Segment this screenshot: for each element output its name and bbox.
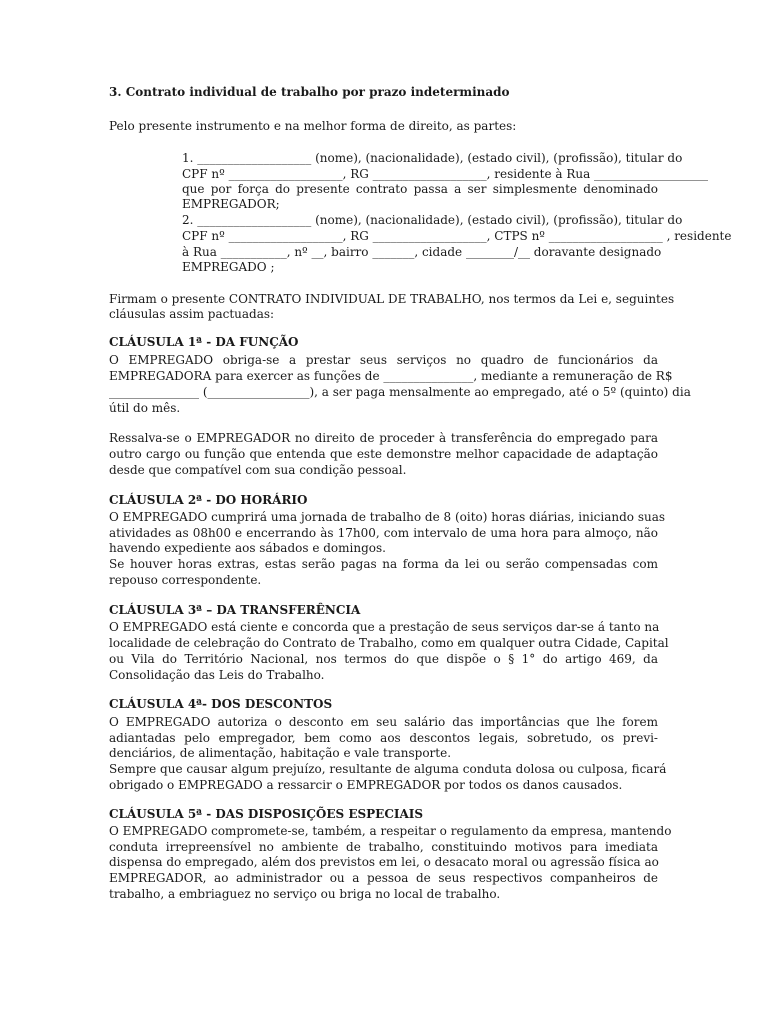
party-2-line: EMPREGADO ; (182, 260, 275, 274)
clause-2-line: O EMPREGADO cumprirá uma jornada de trabalho de 8 (oito) horas diárias, iniciando suas (109, 510, 666, 524)
clause-2-line: repouso correspondente. (109, 573, 262, 587)
clause-1-reservation-line: desde que compatível com sua condição pessoal. (109, 463, 407, 477)
clause-2-heading: CLÁUSULA 2ª - DO HORÁRIO (109, 493, 308, 507)
party-1-line: EMPREGADOR; (182, 197, 280, 211)
clause-2-line: atividades as 08h00 e encerrando às 17h00, com intervalo de uma hora para almoço, não (109, 526, 658, 540)
clause-5-line: trabalho, a embriaguez no serviço ou briga no local de trabalho. (109, 887, 501, 901)
clause-4-heading: CLÁUSULA 4ª- DOS DESCONTOS (109, 697, 333, 711)
clause-1-heading: CLÁUSULA 1ª - DA FUNÇÃO (109, 335, 299, 349)
clause-3-heading: CLÁUSULA 3ª – DA TRANSFERÊNCIA (109, 603, 361, 617)
clause-1-reservation-line: outro cargo ou função que entenda que este demonstre melhor capacidade de adaptação (109, 447, 658, 461)
clause-4-line: denciários, de alimentação, habitação e vale transporte. (109, 746, 452, 760)
clause-1-reservation-line: Ressalva-se o EMPREGADOR no direito de proceder à transferência do empregado para (109, 431, 658, 445)
party-1-line: 1. ___________________ (nome), (nacionalidade), (estado civil), (profissão), titular do (182, 151, 683, 165)
party-2-line: 2. ___________________ (nome), (nacionalidade), (estado civil), (profissão), titular do (182, 213, 683, 227)
clause-5-line: EMPREGADOR, ao administrador ou a pessoa de seus respectivos companheiros de (109, 871, 658, 885)
clause-2-line: havendo expediente aos sábados e domingos. (109, 541, 386, 555)
clause-3-line: O EMPREGADO está ciente e concorda que a prestação de seus serviços dar-se á tanto na (109, 620, 660, 634)
clause-2-line: Se houver horas extras, estas serão pagas na forma da lei ou serão compensadas com (109, 557, 658, 571)
clause-5-heading: CLÁUSULA 5ª - DAS DISPOSIÇÕES ESPECIAIS (109, 807, 424, 821)
clause-5-line: dispensa do empregado, além dos previstos em lei, o desacato moral ou agressão física ao (109, 855, 659, 869)
clause-3-line: ou Vila do Território Nacional, nos termos do que dispõe o § 1° do artigo 469, da (109, 652, 658, 666)
clause-3-line: Consolidação das Leis do Trabalho. (109, 668, 325, 682)
intro-paragraph: Pelo presente instrumento e na melhor forma de direito, as partes: (109, 119, 517, 133)
firmam-paragraph-line: cláusulas assim pactuadas: (109, 307, 275, 321)
clause-4-line: Sempre que causar algum prejuízo, resultante de alguma conduta dolosa ou culposa, ficará (109, 762, 667, 776)
clause-4-line: adiantadas pelo empregador, bem como aos descontos legais, sobretudo, os previ- (109, 731, 658, 745)
document-title: 3. Contrato individual de trabalho por prazo indeterminado (109, 85, 510, 99)
clause-4-line: obrigado o EMPREGADO a ressarcir o EMPREGADOR por todos os danos causados. (109, 778, 623, 792)
party-2-line: à Rua ___________, nº __, bairro _______, cidade ________/__ doravante designado (182, 245, 662, 259)
clause-5-line: O EMPREGADO compromete-se, também, a respeitar o regulamento da empresa, mantendo (109, 824, 672, 838)
clause-1-line: _______________ (_________________), a ser paga mensalmente ao empregado, até o 5º (quinto) dia (109, 385, 691, 399)
clause-4-line: O EMPREGADO autoriza o desconto em seu salário das importâncias que lhe forem (109, 715, 658, 729)
party-1-line: CPF nº ___________________, RG ___________________, residente à Rua ___________________ (182, 167, 709, 181)
party-1-line: que por força do presente contrato passa a ser simplesmente denominado (182, 182, 658, 196)
clause-5-line: conduta irrepreensível no ambiente de trabalho, constituindo motivos para imediata (109, 840, 658, 854)
clause-3-line: localidade de celebração do Contrato de Trabalho, como em qualquer outra Cidade, Capital (109, 636, 669, 650)
clause-1-line: O EMPREGADO obriga-se a prestar seus serviços no quadro de funcionários da (109, 353, 658, 367)
firmam-paragraph-line: Firmam o presente CONTRATO INDIVIDUAL DE TRABALHO, nos termos da Lei e, seguintes (109, 292, 675, 306)
clause-1-line: EMPREGADORA para exercer as funções de _______________, mediante a remuneração de R$ (109, 369, 673, 383)
party-2-line: CPF nº ___________________, RG ___________________, CTPS nº ___________________ , residente (182, 229, 732, 243)
clause-1-line: útil do mês. (109, 401, 181, 415)
